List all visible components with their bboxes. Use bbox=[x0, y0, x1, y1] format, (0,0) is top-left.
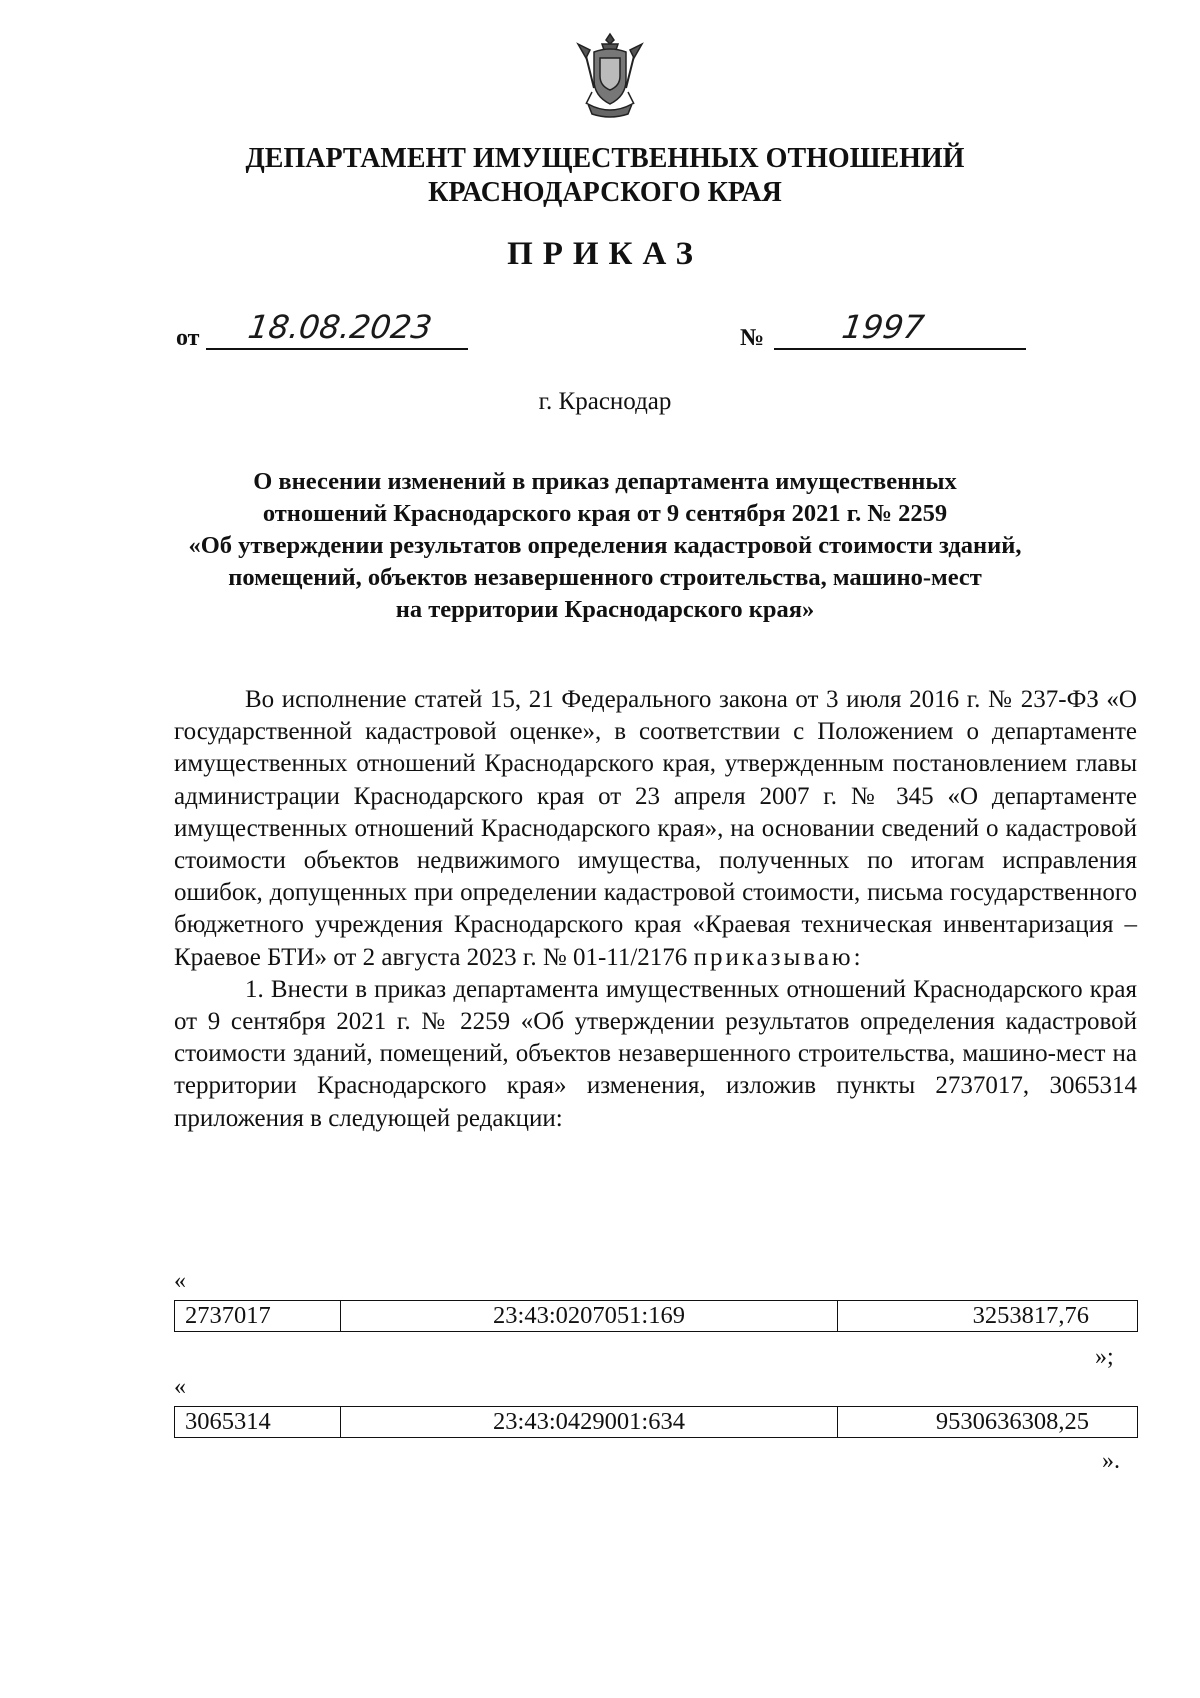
item-1-paragraph: 1. Внести в приказ департамента имущественных отношений Краснодарского края от 9 сентября 2021 г. № 2259 «Об утверждении результатов определения кадастровой стоимости зданий, помещений, объектов незавершенного строительства, машино-мест на территории Краснодарского края» изменения, изложив пункты 2737017, 3065314 приложения в следующей редакции: bbox=[174, 975, 1137, 1132]
subject-line-2: отношений Краснодарского края от 9 сентября 2021 г. № 2259 bbox=[262, 500, 948, 527]
cadastral-number: 23:43:0429001:634 bbox=[341, 1407, 838, 1438]
preamble-text: Во исполнение статей 15, 21 Федерального закона от 3 июля 2016 г. № 237-ФЗ «О государственной кадастровой оценке», в соответствии с Положением о департаменте имущественных отношений Краснодарского края, утвержденным постановлением главы администрации Краснодарского края от 23 апреля 2007 г. № 345 «О департаменте имущественных отношений Краснодарского края», на основании сведений о кадастровой стоимости объектов недвижимого имущества, полученных по итогам исправления ошибок, допущенных при определении кадастровой стоимости, письма государственного бюджетного учреждения Краснодарского края «Краевая техническая инвентаризация – Краевое БТИ» от 2 августа 2023 г. № 01-11/2176 bbox=[174, 686, 1137, 971]
row-number: 2737017 bbox=[175, 1301, 341, 1332]
order-subject bbox=[160, 466, 1050, 626]
closing-quote: »; bbox=[1095, 1344, 1114, 1370]
opening-quote: « bbox=[174, 1268, 186, 1294]
date-label: от bbox=[176, 325, 200, 351]
document-type: ПРИКАЗ bbox=[507, 236, 703, 272]
number-underline bbox=[774, 348, 1026, 350]
organization-name bbox=[160, 142, 1050, 210]
cadastral-number: 23:43:0207051:169 bbox=[341, 1301, 838, 1332]
table-row bbox=[175, 1301, 1138, 1332]
opening-quote: « bbox=[174, 1374, 186, 1400]
cadastral-value: 3253817,76 bbox=[838, 1301, 1138, 1332]
subject-line-1: О внесении изменений в приказ департамента имущественных bbox=[253, 468, 957, 495]
subject-line-3: «Об утверждении результатов определения кадастровой стоимости зданий, bbox=[188, 532, 1022, 559]
order-body bbox=[174, 684, 1137, 1135]
organization-line-1: ДЕПАРТАМЕНТ ИМУЩЕСТВЕННЫХ ОТНОШЕНИЙ bbox=[245, 143, 965, 174]
coat-of-arms-icon bbox=[570, 30, 650, 122]
amendment-row-table bbox=[174, 1300, 1138, 1332]
closing-quote: ». bbox=[1102, 1448, 1120, 1474]
date-underline bbox=[206, 348, 468, 350]
row-number: 3065314 bbox=[175, 1407, 341, 1438]
subject-line-4: помещений, объектов незавершенного строительства, машино-мест bbox=[228, 564, 982, 591]
subject-line-5: на территории Краснодарского края» bbox=[395, 596, 815, 623]
amendment-row-table bbox=[174, 1406, 1138, 1438]
handwritten-date: 18.08.2023 bbox=[245, 308, 435, 346]
cadastral-value: 9530636308,25 bbox=[838, 1407, 1138, 1438]
handwritten-number: 1997 bbox=[839, 308, 927, 346]
city: г. Краснодар bbox=[538, 388, 672, 415]
table-row bbox=[175, 1407, 1138, 1438]
preamble-paragraph bbox=[174, 684, 1137, 974]
order-verb: приказываю: bbox=[693, 943, 864, 971]
number-label: № bbox=[740, 325, 765, 351]
organization-line-2: КРАСНОДАРСКОГО КРАЯ bbox=[428, 177, 782, 208]
